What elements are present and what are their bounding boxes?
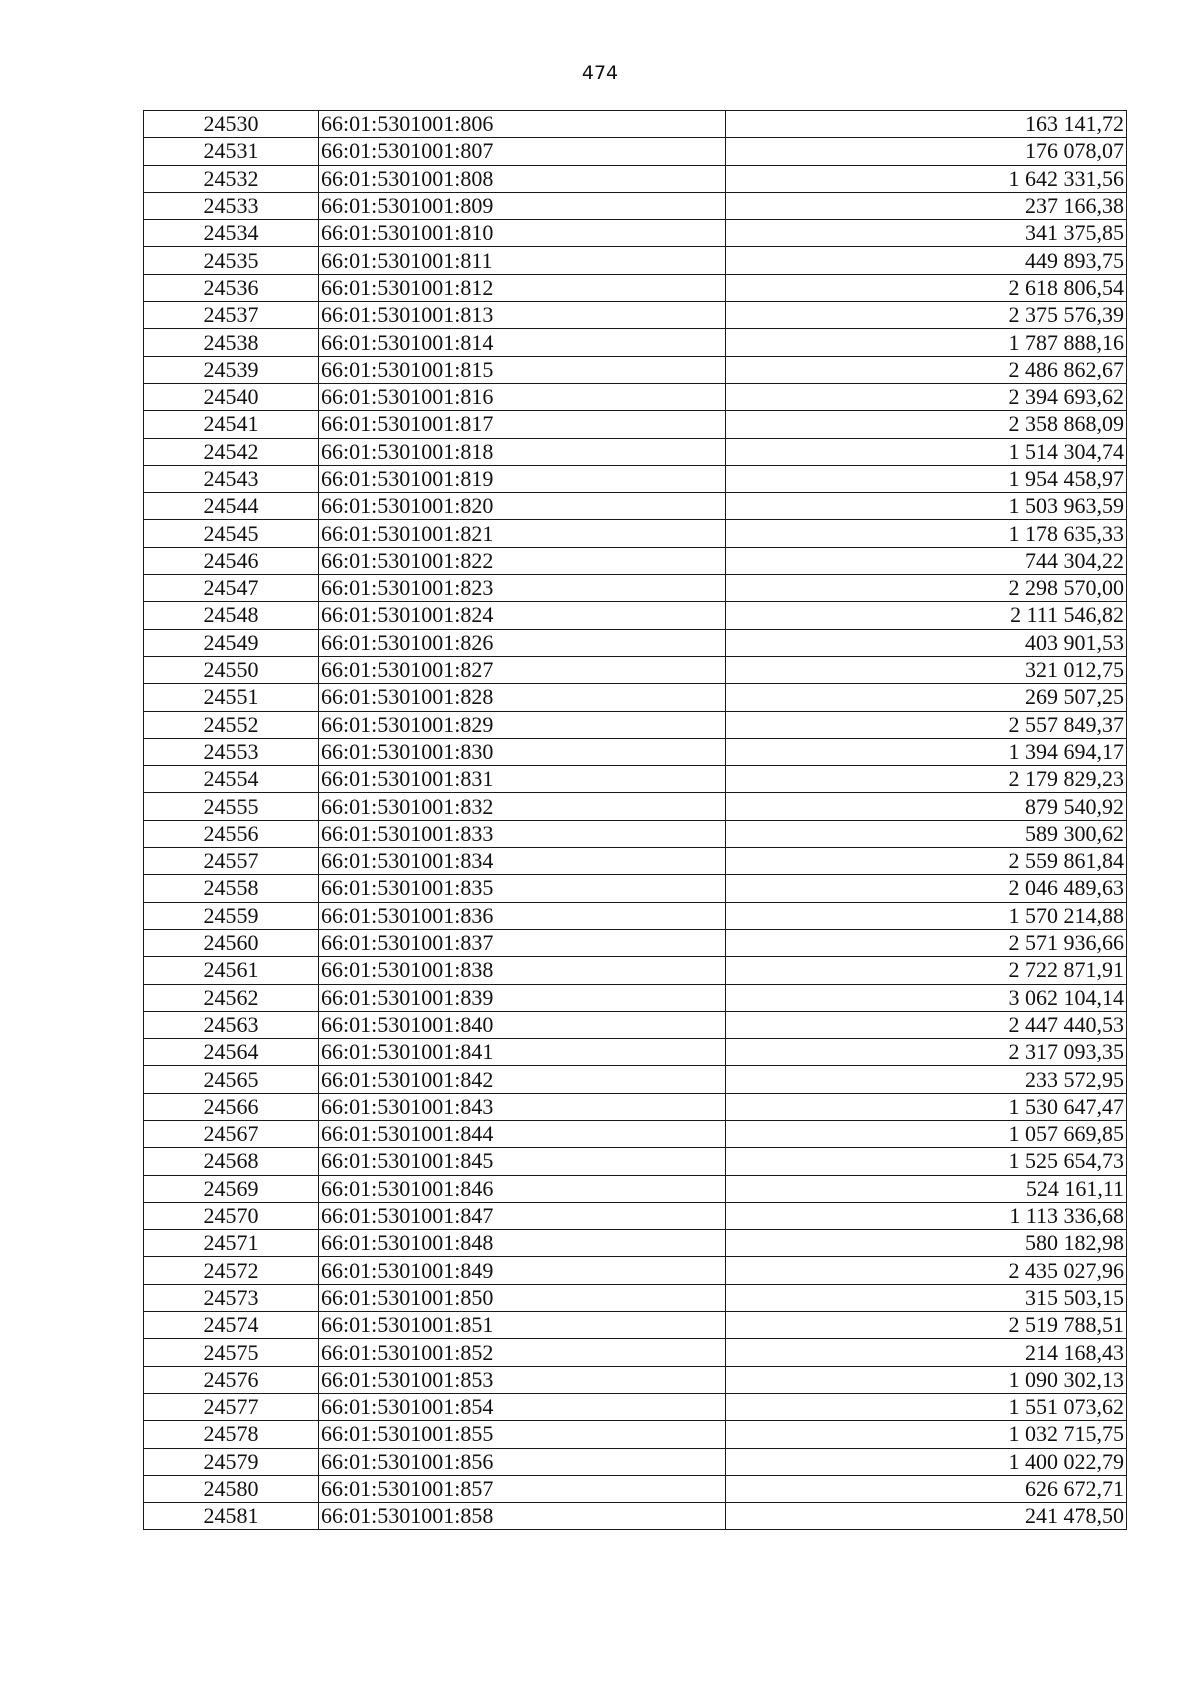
cadastral-value-cell: 2 559 861,84 — [726, 848, 1127, 875]
row-number-cell: 24553 — [144, 738, 319, 765]
cadastral-value-cell: 589 300,62 — [726, 820, 1127, 847]
table-row — [144, 1202, 1127, 1229]
cadastral-number-cell: 66:01:5301001:853 — [319, 1366, 726, 1393]
table-row — [144, 1475, 1127, 1502]
row-number-cell: 24546 — [144, 547, 319, 574]
cadastral-number-cell: 66:01:5301001:810 — [319, 220, 726, 247]
row-number-cell: 24574 — [144, 1312, 319, 1339]
table-row — [144, 1175, 1127, 1202]
table-row — [144, 1039, 1127, 1066]
cadastral-value-cell: 3 062 104,14 — [726, 984, 1127, 1011]
cadastral-value-cell: 2 519 788,51 — [726, 1312, 1127, 1339]
cadastral-value-cell: 2 111 546,82 — [726, 602, 1127, 629]
row-number-cell: 24535 — [144, 247, 319, 274]
cadastral-value-table — [143, 110, 1127, 1530]
cadastral-value-cell: 2 571 936,66 — [726, 929, 1127, 956]
table-row — [144, 383, 1127, 410]
cadastral-number-cell: 66:01:5301001:821 — [319, 520, 726, 547]
cadastral-value-cell: 1 954 458,97 — [726, 465, 1127, 492]
row-number-cell: 24539 — [144, 356, 319, 383]
cadastral-value-cell: 2 375 576,39 — [726, 302, 1127, 329]
cadastral-number-cell: 66:01:5301001:831 — [319, 766, 726, 793]
row-number-cell: 24563 — [144, 1011, 319, 1038]
cadastral-value-cell: 1 514 304,74 — [726, 438, 1127, 465]
cadastral-value-cell: 744 304,22 — [726, 547, 1127, 574]
cadastral-value-cell: 2 557 849,37 — [726, 711, 1127, 738]
cadastral-number-cell: 66:01:5301001:834 — [319, 848, 726, 875]
cadastral-value-cell: 403 901,53 — [726, 629, 1127, 656]
cadastral-number-cell: 66:01:5301001:845 — [319, 1148, 726, 1175]
cadastral-value-cell: 176 078,07 — [726, 138, 1127, 165]
table-row — [144, 602, 1127, 629]
cadastral-number-cell: 66:01:5301001:816 — [319, 383, 726, 410]
row-number-cell: 24552 — [144, 711, 319, 738]
cadastral-value-cell: 580 182,98 — [726, 1230, 1127, 1257]
cadastral-number-cell: 66:01:5301001:832 — [319, 793, 726, 820]
cadastral-value-cell: 214 168,43 — [726, 1339, 1127, 1366]
table-row — [144, 711, 1127, 738]
row-number-cell: 24566 — [144, 1093, 319, 1120]
cadastral-value-cell: 2 046 489,63 — [726, 875, 1127, 902]
table-row — [144, 629, 1127, 656]
table-row — [144, 247, 1127, 274]
cadastral-value-cell: 1 787 888,16 — [726, 329, 1127, 356]
table-row — [144, 111, 1127, 138]
cadastral-number-cell: 66:01:5301001:822 — [319, 547, 726, 574]
row-number-cell: 24558 — [144, 875, 319, 902]
table-row — [144, 1393, 1127, 1420]
row-number-cell: 24540 — [144, 383, 319, 410]
table-row — [144, 1066, 1127, 1093]
cadastral-value-cell: 2 435 027,96 — [726, 1257, 1127, 1284]
row-number-cell: 24565 — [144, 1066, 319, 1093]
row-number-cell: 24542 — [144, 438, 319, 465]
cadastral-number-cell: 66:01:5301001:814 — [319, 329, 726, 356]
cadastral-value-cell: 1 113 336,68 — [726, 1202, 1127, 1229]
cadastral-value-cell: 2 618 806,54 — [726, 274, 1127, 301]
cadastral-number-cell: 66:01:5301001:808 — [319, 165, 726, 192]
cadastral-value-cell: 163 141,72 — [726, 111, 1127, 138]
row-number-cell: 24545 — [144, 520, 319, 547]
cadastral-value-cell: 524 161,11 — [726, 1175, 1127, 1202]
table-row — [144, 411, 1127, 438]
cadastral-value-cell: 2 298 570,00 — [726, 575, 1127, 602]
cadastral-number-cell: 66:01:5301001:849 — [319, 1257, 726, 1284]
table-row — [144, 1421, 1127, 1448]
cadastral-number-cell: 66:01:5301001:817 — [319, 411, 726, 438]
cadastral-value-cell: 1 032 715,75 — [726, 1421, 1127, 1448]
table-row — [144, 848, 1127, 875]
row-number-cell: 24531 — [144, 138, 319, 165]
table-row — [144, 274, 1127, 301]
cadastral-number-cell: 66:01:5301001:843 — [319, 1093, 726, 1120]
table-row — [144, 766, 1127, 793]
row-number-cell: 24581 — [144, 1503, 319, 1530]
row-number-cell: 24570 — [144, 1202, 319, 1229]
row-number-cell: 24561 — [144, 957, 319, 984]
cadastral-number-cell: 66:01:5301001:838 — [319, 957, 726, 984]
table-row — [144, 465, 1127, 492]
cadastral-number-cell: 66:01:5301001:829 — [319, 711, 726, 738]
table-row — [144, 165, 1127, 192]
table-row — [144, 1011, 1127, 1038]
table-row — [144, 656, 1127, 683]
table-row — [144, 1448, 1127, 1475]
cadastral-value-cell: 2 317 093,35 — [726, 1039, 1127, 1066]
table-row — [144, 302, 1127, 329]
cadastral-number-cell: 66:01:5301001:824 — [319, 602, 726, 629]
row-number-cell: 24575 — [144, 1339, 319, 1366]
cadastral-value-cell: 1 642 331,56 — [726, 165, 1127, 192]
table-row — [144, 820, 1127, 847]
row-number-cell: 24551 — [144, 684, 319, 711]
table-row — [144, 875, 1127, 902]
row-number-cell: 24569 — [144, 1175, 319, 1202]
cadastral-value-cell: 2 486 862,67 — [726, 356, 1127, 383]
cadastral-value-cell: 1 503 963,59 — [726, 493, 1127, 520]
cadastral-value-cell: 449 893,75 — [726, 247, 1127, 274]
cadastral-number-cell: 66:01:5301001:857 — [319, 1475, 726, 1502]
cadastral-value-cell: 879 540,92 — [726, 793, 1127, 820]
cadastral-number-cell: 66:01:5301001:818 — [319, 438, 726, 465]
cadastral-number-cell: 66:01:5301001:815 — [319, 356, 726, 383]
cadastral-number-cell: 66:01:5301001:813 — [319, 302, 726, 329]
table-row — [144, 329, 1127, 356]
cadastral-number-cell: 66:01:5301001:842 — [319, 1066, 726, 1093]
row-number-cell: 24544 — [144, 493, 319, 520]
table-row — [144, 438, 1127, 465]
table-row — [144, 493, 1127, 520]
cadastral-number-cell: 66:01:5301001:833 — [319, 820, 726, 847]
table-row — [144, 1284, 1127, 1311]
table-row — [144, 1312, 1127, 1339]
row-number-cell: 24562 — [144, 984, 319, 1011]
cadastral-number-cell: 66:01:5301001:826 — [319, 629, 726, 656]
cadastral-number-cell: 66:01:5301001:844 — [319, 1120, 726, 1147]
cadastral-value-cell: 1 570 214,88 — [726, 902, 1127, 929]
row-number-cell: 24547 — [144, 575, 319, 602]
table-row — [144, 984, 1127, 1011]
table-row — [144, 547, 1127, 574]
cadastral-number-cell: 66:01:5301001:856 — [319, 1448, 726, 1475]
cadastral-number-cell: 66:01:5301001:840 — [319, 1011, 726, 1038]
table-row — [144, 138, 1127, 165]
cadastral-number-cell: 66:01:5301001:836 — [319, 902, 726, 929]
table-row — [144, 902, 1127, 929]
row-number-cell: 24568 — [144, 1148, 319, 1175]
cadastral-value-cell: 1 525 654,73 — [726, 1148, 1127, 1175]
cadastral-number-cell: 66:01:5301001:809 — [319, 192, 726, 219]
table-row — [144, 1148, 1127, 1175]
table-row — [144, 1503, 1127, 1530]
table-body — [144, 111, 1127, 1530]
cadastral-value-cell: 233 572,95 — [726, 1066, 1127, 1093]
cadastral-value-cell: 1 090 302,13 — [726, 1366, 1127, 1393]
cadastral-value-cell: 1 394 694,17 — [726, 738, 1127, 765]
cadastral-number-cell: 66:01:5301001:828 — [319, 684, 726, 711]
row-number-cell: 24556 — [144, 820, 319, 847]
table-row — [144, 929, 1127, 956]
row-number-cell: 24548 — [144, 602, 319, 629]
table-row — [144, 738, 1127, 765]
cadastral-number-cell: 66:01:5301001:830 — [319, 738, 726, 765]
table-row — [144, 684, 1127, 711]
cadastral-value-cell: 1 178 635,33 — [726, 520, 1127, 547]
cadastral-value-cell: 2 722 871,91 — [726, 957, 1127, 984]
row-number-cell: 24572 — [144, 1257, 319, 1284]
table-row — [144, 1339, 1127, 1366]
cadastral-value-cell: 341 375,85 — [726, 220, 1127, 247]
cadastral-value-cell: 1 057 669,85 — [726, 1120, 1127, 1147]
cadastral-value-cell: 626 672,71 — [726, 1475, 1127, 1502]
cadastral-number-cell: 66:01:5301001:827 — [319, 656, 726, 683]
table-row — [144, 356, 1127, 383]
cadastral-number-cell: 66:01:5301001:852 — [319, 1339, 726, 1366]
row-number-cell: 24576 — [144, 1366, 319, 1393]
cadastral-value-cell: 241 478,50 — [726, 1503, 1127, 1530]
cadastral-value-cell: 2 179 829,23 — [726, 766, 1127, 793]
row-number-cell: 24573 — [144, 1284, 319, 1311]
row-number-cell: 24578 — [144, 1421, 319, 1448]
cadastral-number-cell: 66:01:5301001:858 — [319, 1503, 726, 1530]
row-number-cell: 24567 — [144, 1120, 319, 1147]
row-number-cell: 24554 — [144, 766, 319, 793]
cadastral-number-cell: 66:01:5301001:820 — [319, 493, 726, 520]
cadastral-value-cell: 237 166,38 — [726, 192, 1127, 219]
cadastral-value-cell: 1 551 073,62 — [726, 1393, 1127, 1420]
row-number-cell: 24550 — [144, 656, 319, 683]
row-number-cell: 24557 — [144, 848, 319, 875]
cadastral-number-cell: 66:01:5301001:854 — [319, 1393, 726, 1420]
row-number-cell: 24533 — [144, 192, 319, 219]
table-row — [144, 1120, 1127, 1147]
row-number-cell: 24532 — [144, 165, 319, 192]
cadastral-number-cell: 66:01:5301001:823 — [319, 575, 726, 602]
table-row — [144, 1093, 1127, 1120]
cadastral-value-cell: 2 394 693,62 — [726, 383, 1127, 410]
cadastral-number-cell: 66:01:5301001:819 — [319, 465, 726, 492]
cadastral-value-cell: 1 400 022,79 — [726, 1448, 1127, 1475]
row-number-cell: 24564 — [144, 1039, 319, 1066]
cadastral-value-cell: 269 507,25 — [726, 684, 1127, 711]
cadastral-value-cell: 2 358 868,09 — [726, 411, 1127, 438]
row-number-cell: 24571 — [144, 1230, 319, 1257]
row-number-cell: 24555 — [144, 793, 319, 820]
row-number-cell: 24543 — [144, 465, 319, 492]
table-row — [144, 1366, 1127, 1393]
cadastral-value-cell: 2 447 440,53 — [726, 1011, 1127, 1038]
row-number-cell: 24536 — [144, 274, 319, 301]
cadastral-number-cell: 66:01:5301001:806 — [319, 111, 726, 138]
row-number-cell: 24537 — [144, 302, 319, 329]
cadastral-number-cell: 66:01:5301001:850 — [319, 1284, 726, 1311]
cadastral-number-cell: 66:01:5301001:807 — [319, 138, 726, 165]
cadastral-number-cell: 66:01:5301001:835 — [319, 875, 726, 902]
cadastral-number-cell: 66:01:5301001:841 — [319, 1039, 726, 1066]
row-number-cell: 24534 — [144, 220, 319, 247]
row-number-cell: 24538 — [144, 329, 319, 356]
row-number-cell: 24559 — [144, 902, 319, 929]
cadastral-number-cell: 66:01:5301001:846 — [319, 1175, 726, 1202]
cadastral-number-cell: 66:01:5301001:837 — [319, 929, 726, 956]
cadastral-number-cell: 66:01:5301001:855 — [319, 1421, 726, 1448]
row-number-cell: 24577 — [144, 1393, 319, 1420]
table-row — [144, 220, 1127, 247]
cadastral-number-cell: 66:01:5301001:811 — [319, 247, 726, 274]
row-number-cell: 24541 — [144, 411, 319, 438]
table-row — [144, 793, 1127, 820]
cadastral-number-cell: 66:01:5301001:848 — [319, 1230, 726, 1257]
cadastral-value-cell: 315 503,15 — [726, 1284, 1127, 1311]
row-number-cell: 24560 — [144, 929, 319, 956]
cadastral-value-cell: 321 012,75 — [726, 656, 1127, 683]
table-row — [144, 575, 1127, 602]
row-number-cell: 24580 — [144, 1475, 319, 1502]
cadastral-value-cell: 1 530 647,47 — [726, 1093, 1127, 1120]
cadastral-number-cell: 66:01:5301001:851 — [319, 1312, 726, 1339]
table-row — [144, 1230, 1127, 1257]
row-number-cell: 24549 — [144, 629, 319, 656]
table-row — [144, 520, 1127, 547]
cadastral-number-cell: 66:01:5301001:839 — [319, 984, 726, 1011]
cadastral-number-cell: 66:01:5301001:812 — [319, 274, 726, 301]
row-number-cell: 24579 — [144, 1448, 319, 1475]
table-row — [144, 192, 1127, 219]
page-number: 474 — [581, 62, 619, 84]
table-row — [144, 1257, 1127, 1284]
table-row — [144, 957, 1127, 984]
row-number-cell: 24530 — [144, 111, 319, 138]
cadastral-number-cell: 66:01:5301001:847 — [319, 1202, 726, 1229]
